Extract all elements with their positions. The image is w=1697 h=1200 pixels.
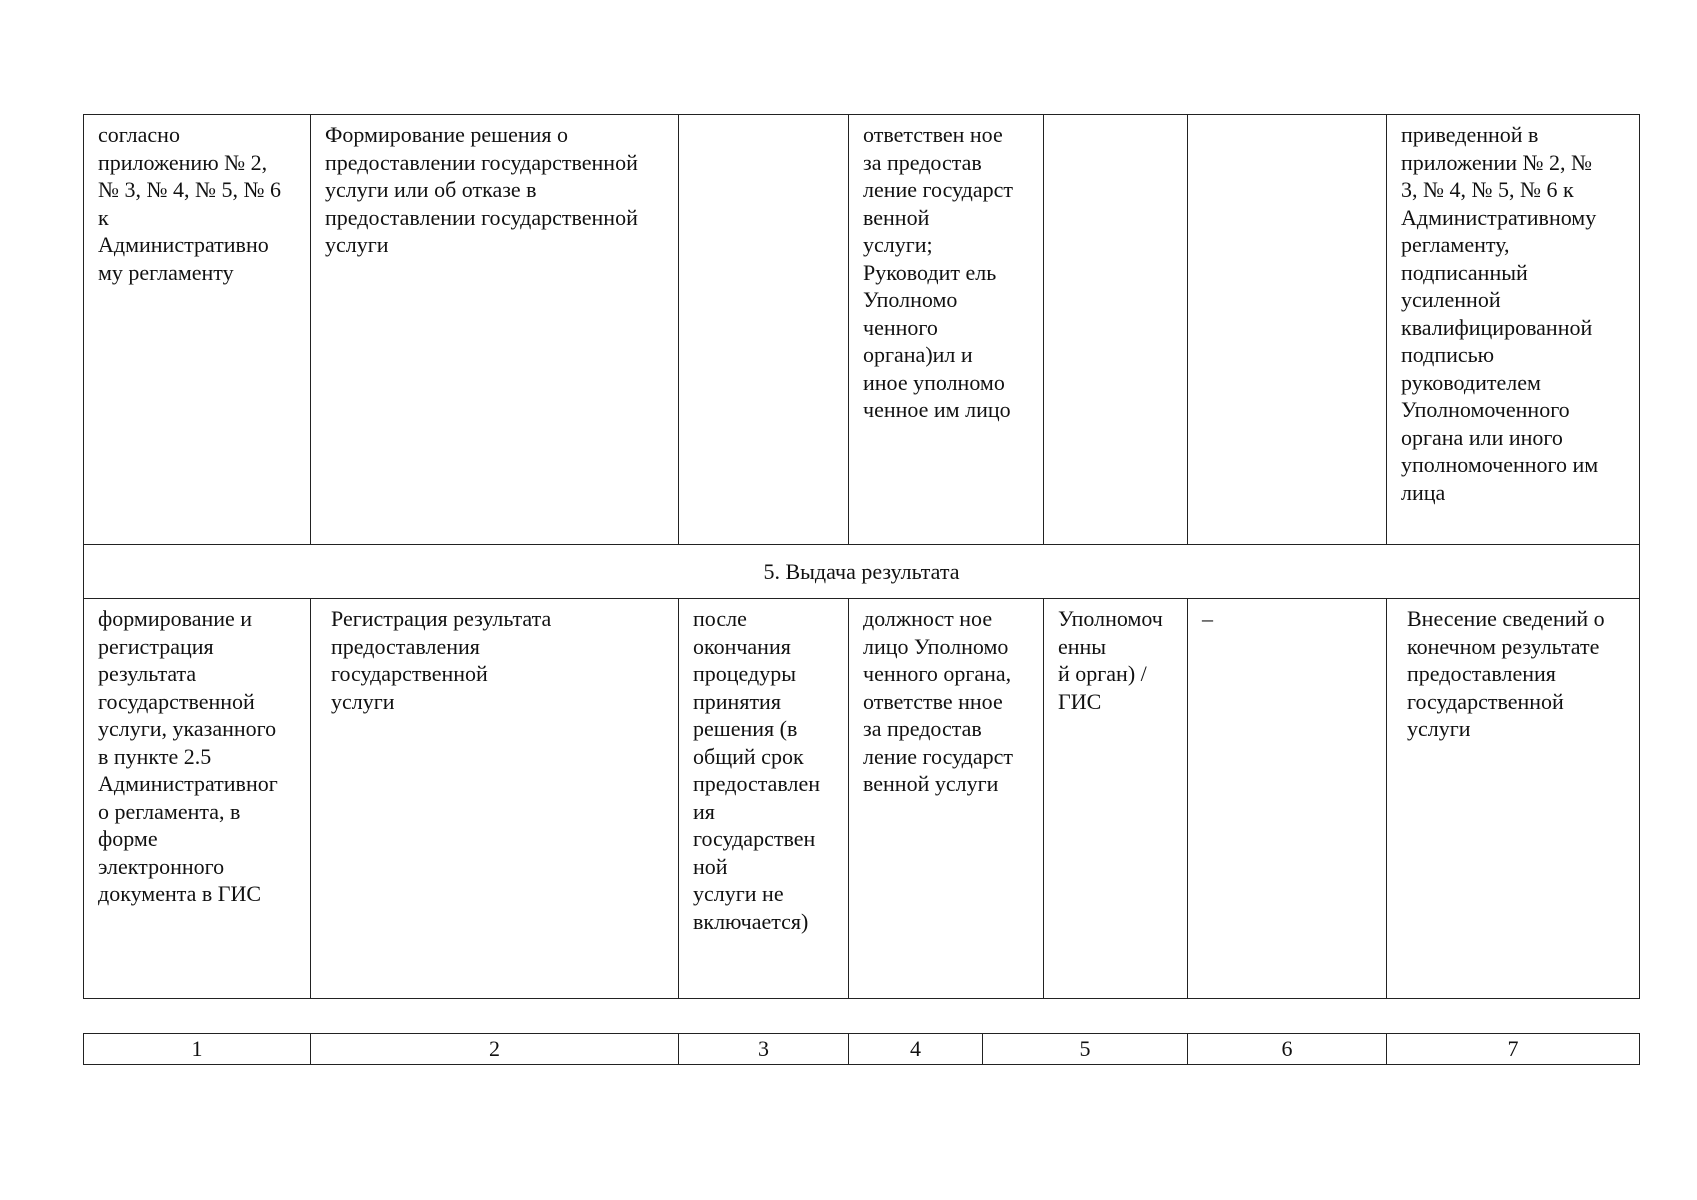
criteria-cell: –: [1202, 606, 1213, 631]
table-row: [84, 1034, 1640, 1065]
place-cell: [1044, 115, 1187, 121]
action-cell: Регистрация результата предоставления государственной услуги: [331, 606, 552, 714]
procedure-table: [83, 114, 1640, 999]
term-cell: [679, 115, 848, 121]
action-cell: Формирование решения о предоставлении государственной услуги или об отказе в предоставлении государственной услуги: [325, 122, 638, 257]
table-row: [84, 115, 1640, 545]
result-cell: Внесение сведений о конечном результате предоставления государственной услуги: [1407, 606, 1605, 741]
responsible-cell: ответствен ное за предостав ление государст венной услуги; Руководит ель Уполномо ченного органа)ил и иное уполномо ченное им лицо: [863, 122, 1014, 422]
column-number: 1: [84, 1034, 311, 1065]
term-cell: после окончания процедуры принятия решения (в общий срок предоставлен ия государствен ной услуги не включается): [693, 606, 821, 934]
column-number: 6: [1188, 1034, 1387, 1065]
basis-cell: согласно приложению № 2, № 3, № 4, № 5, № 6 к Административно му регламенту: [98, 122, 281, 285]
column-number: 2: [311, 1034, 679, 1065]
section-title: 5. Выдача результата: [84, 545, 1640, 599]
column-number-row: [83, 1033, 1640, 1065]
criteria-cell: [1188, 115, 1386, 121]
basis-cell: формирование и регистрация результата государственной услуги, указанного в пункте 2.5 Административног о регламента, в форме электронного документа в ГИС: [98, 606, 278, 906]
result-cell: приведенной в приложении № 2, № 3, № 4, № 5, № 6 к Административному регламенту, подписанный усиленной квалифицированной подписью руководителем Уполномоченного органа или иного уполномоченного им лица: [1401, 122, 1599, 505]
responsible-cell: должност ное лицо Уполномо ченного органа, ответстве нное за предостав ление государст венной услуги: [863, 606, 1014, 796]
column-number: 7: [1387, 1034, 1640, 1065]
section-row: [84, 545, 1640, 599]
column-number: 5: [983, 1034, 1188, 1065]
place-cell: Уполномоч енны й орган) / ГИС: [1058, 606, 1163, 714]
table-row: [84, 599, 1640, 999]
column-number: 3: [679, 1034, 849, 1065]
column-number: 4: [849, 1034, 983, 1065]
